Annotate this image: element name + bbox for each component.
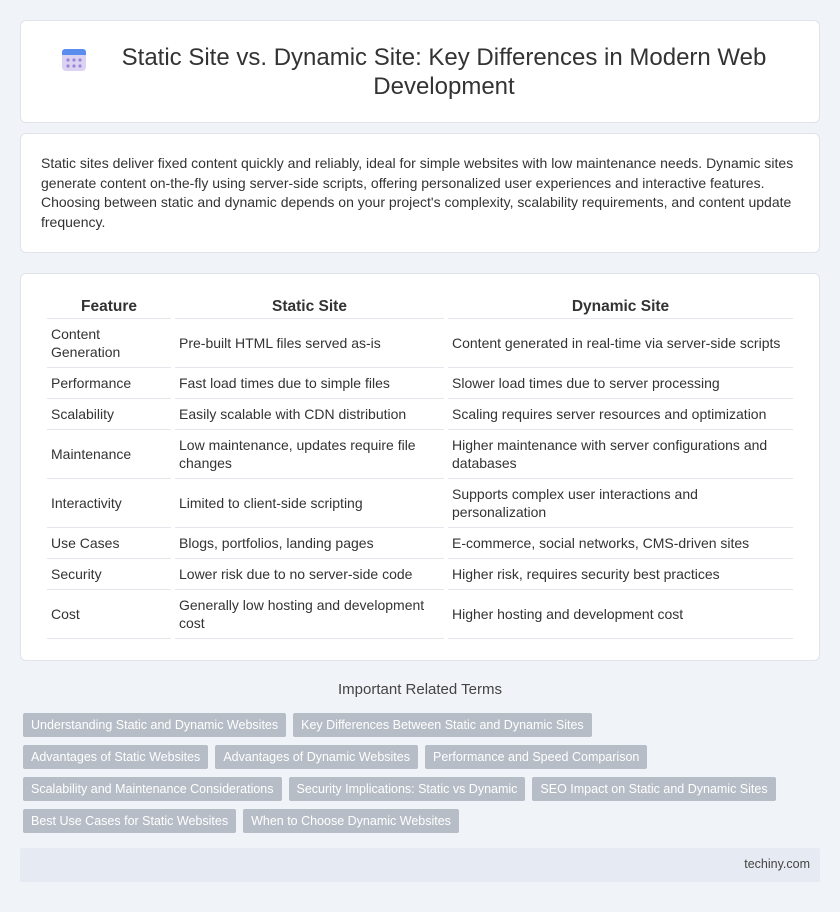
dynamic-cell: Higher risk, requires security best practices: [448, 559, 793, 590]
related-term-tag[interactable]: SEO Impact on Static and Dynamic Sites: [532, 777, 775, 801]
dynamic-cell: Scaling requires server resources and optimization: [448, 399, 793, 430]
table-row: [47, 528, 793, 559]
related-terms-title: Important Related Terms: [338, 681, 502, 698]
feature-cell: Content Generation: [47, 319, 171, 368]
related-terms-list: [23, 713, 783, 833]
table-row: [47, 368, 793, 399]
intro-paragraph: Static sites deliver fixed content quickly and reliably, ideal for simple websites with low maintenance needs. Dynamic sites generate content on-the-fly using server-side scripts, offering personalized user experiences and interactive features. Choosing between static and dynamic depends on your project's complexity, scalability requirements, and content update frequency.: [41, 155, 794, 230]
related-term-tag[interactable]: Best Use Cases for Static Websites: [23, 809, 236, 833]
comparison-table-card: [20, 273, 820, 661]
dynamic-cell: Higher maintenance with server configurations and databases: [448, 430, 793, 479]
table-header-row: [47, 292, 793, 319]
static-cell: Lower risk due to no server-side code: [175, 559, 444, 590]
related-term-tag[interactable]: Advantages of Static Websites: [23, 745, 208, 769]
static-cell: Generally low hosting and development cost: [175, 590, 444, 639]
related-term-tag[interactable]: Understanding Static and Dynamic Websites: [23, 713, 286, 737]
related-term-tag[interactable]: Advantages of Dynamic Websites: [215, 745, 418, 769]
footer-site-link[interactable]: techiny.com: [744, 857, 810, 871]
feature-cell: Performance: [47, 368, 171, 399]
column-header-static: Static Site: [175, 292, 444, 319]
feature-cell: Use Cases: [47, 528, 171, 559]
feature-cell: Security: [47, 559, 171, 590]
feature-cell: Scalability: [47, 399, 171, 430]
header-card: [20, 20, 820, 123]
feature-cell: Maintenance: [47, 430, 171, 479]
table-row: [47, 479, 793, 528]
comparison-table: [43, 292, 797, 639]
static-cell: Fast load times due to simple files: [175, 368, 444, 399]
footer-bar: [20, 848, 820, 882]
column-header-dynamic: Dynamic Site: [448, 292, 793, 319]
related-term-tag[interactable]: Key Differences Between Static and Dynamic Sites: [293, 713, 592, 737]
dynamic-cell: Higher hosting and development cost: [448, 590, 793, 639]
intro-card: [20, 133, 820, 253]
table-row: [47, 559, 793, 590]
related-term-tag[interactable]: Security Implications: Static vs Dynamic: [289, 777, 526, 801]
table-row: [47, 430, 793, 479]
static-cell: Easily scalable with CDN distribution: [175, 399, 444, 430]
static-cell: Low maintenance, updates require file changes: [175, 430, 444, 479]
table-row: [47, 590, 793, 639]
dynamic-cell: E-commerce, social networks, CMS-driven sites: [448, 528, 793, 559]
related-term-tag[interactable]: Performance and Speed Comparison: [425, 745, 647, 769]
feature-cell: Cost: [47, 590, 171, 639]
calendar-icon: [61, 46, 87, 72]
static-cell: Blogs, portfolios, landing pages: [175, 528, 444, 559]
column-header-feature: Feature: [47, 292, 171, 319]
page-title: Static Site vs. Dynamic Site: Key Differences in Modern Web Development: [121, 43, 767, 100]
static-cell: Limited to client-side scripting: [175, 479, 444, 528]
dynamic-cell: Content generated in real-time via server-side scripts: [448, 319, 793, 368]
table-row: [47, 399, 793, 430]
table-row: [47, 319, 793, 368]
related-term-tag[interactable]: When to Choose Dynamic Websites: [243, 809, 459, 833]
static-cell: Pre-built HTML files served as-is: [175, 319, 444, 368]
dynamic-cell: Supports complex user interactions and personalization: [448, 479, 793, 528]
feature-cell: Interactivity: [47, 479, 171, 528]
related-term-tag[interactable]: Scalability and Maintenance Considerations: [23, 777, 282, 801]
dynamic-cell: Slower load times due to server processing: [448, 368, 793, 399]
